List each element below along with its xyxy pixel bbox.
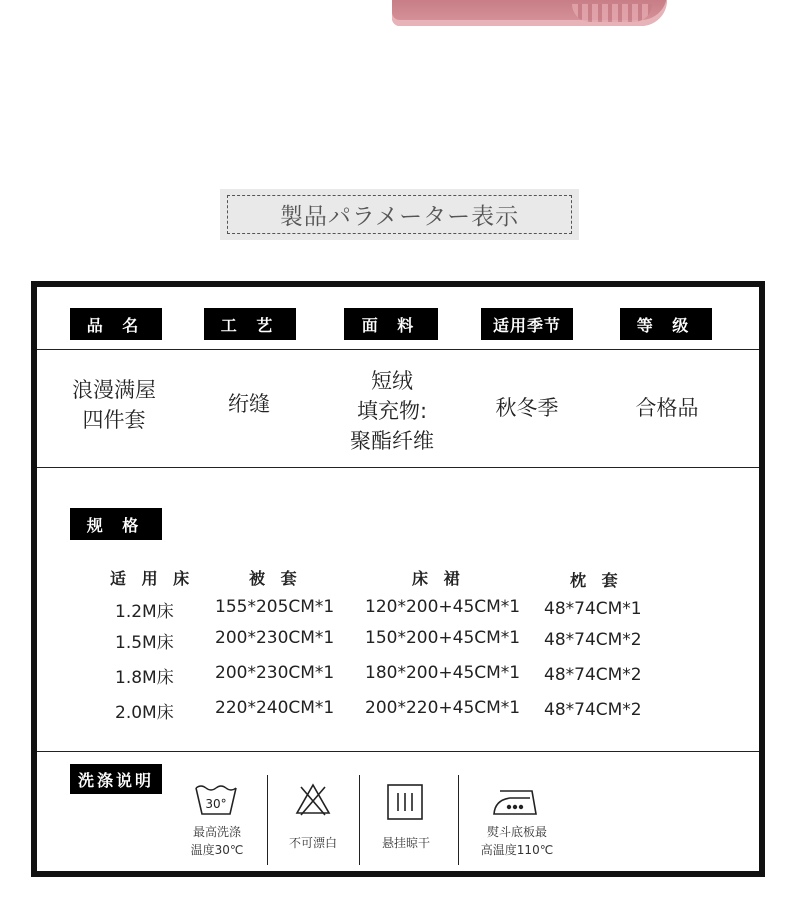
table-cell: 1.2M床 [115, 602, 174, 622]
care-iron-line2: 高温度110℃ [480, 843, 554, 857]
table-cell: 48*74CM*2 [544, 630, 642, 650]
divider [458, 775, 459, 865]
product-name-line2: 四件套 [82, 408, 146, 432]
divider [37, 349, 759, 350]
care-iron-text [477, 823, 557, 859]
table-cell: 200*230CM*1 [215, 628, 335, 648]
divider [267, 775, 268, 865]
col-bed-size: 适 用 床 [110, 569, 195, 588]
table-cell: 120*200+45CM*1 [365, 597, 521, 617]
care-wash-line2: 温度30℃ [190, 843, 244, 857]
craft-value: 绗缝 [228, 392, 270, 416]
product-image-fragment [392, 0, 667, 26]
section-title: 製品パラメーター表示 [227, 195, 572, 234]
section-title-banner [220, 189, 579, 240]
care-wash-text [187, 823, 247, 859]
spec-label: 规 格 [70, 508, 162, 540]
grade-value: 合格品 [635, 396, 699, 420]
header-season: 适用季节 [481, 308, 573, 340]
table-cell: 1.5M床 [115, 633, 174, 653]
table-cell: 48*74CM*2 [544, 665, 642, 685]
care-dry-text: 悬挂晾干 [381, 836, 430, 850]
table-cell: 200*220+45CM*1 [365, 698, 521, 718]
season-value: 秋冬季 [495, 396, 559, 420]
table-cell: 48*74CM*2 [544, 700, 642, 720]
care-iron-line1: 熨斗底板最 [486, 825, 547, 839]
divider [37, 751, 759, 752]
care-wash-line1: 最高洗涤 [192, 825, 241, 839]
fabric-line3: 聚酯纤维 [350, 429, 434, 453]
header-grade: 等 级 [620, 308, 712, 340]
table-cell: 200*230CM*1 [215, 663, 335, 683]
table-cell: 150*200+45CM*1 [365, 628, 521, 648]
table-cell: 220*240CM*1 [215, 698, 335, 718]
product-name-line1: 浪漫满屋 [72, 378, 156, 402]
table-cell: 48*74CM*1 [544, 599, 642, 619]
col-duvet: 被 套 [249, 569, 302, 588]
product-name-value [59, 375, 169, 435]
iron-icon [492, 786, 540, 818]
col-pillowcase: 枕 套 [570, 571, 623, 590]
header-craft: 工 艺 [204, 308, 296, 340]
care-bleach-text: 不可漂白 [288, 836, 337, 850]
fabric-line2: 填充物: [356, 399, 428, 423]
header-fabric: 面 料 [344, 308, 438, 340]
divider [359, 775, 360, 865]
table-cell: 155*205CM*1 [215, 597, 335, 617]
care-label: 洗涤说明 [70, 764, 162, 794]
fabric-line1: 短绒 [371, 369, 413, 393]
header-product-name: 品 名 [70, 308, 162, 340]
parameter-table [31, 281, 765, 877]
col-bed-skirt: 床 裙 [412, 569, 465, 588]
table-cell: 180*200+45CM*1 [365, 663, 521, 683]
wash-30-icon [194, 784, 238, 818]
hang-dry-icon [387, 784, 423, 820]
table-cell: 2.0M床 [115, 703, 174, 723]
no-bleach-icon [295, 782, 331, 816]
divider [37, 467, 759, 468]
fabric-value [337, 366, 447, 456]
table-cell: 1.8M床 [115, 668, 174, 688]
wash-temp-symbol: 30° [205, 797, 227, 811]
